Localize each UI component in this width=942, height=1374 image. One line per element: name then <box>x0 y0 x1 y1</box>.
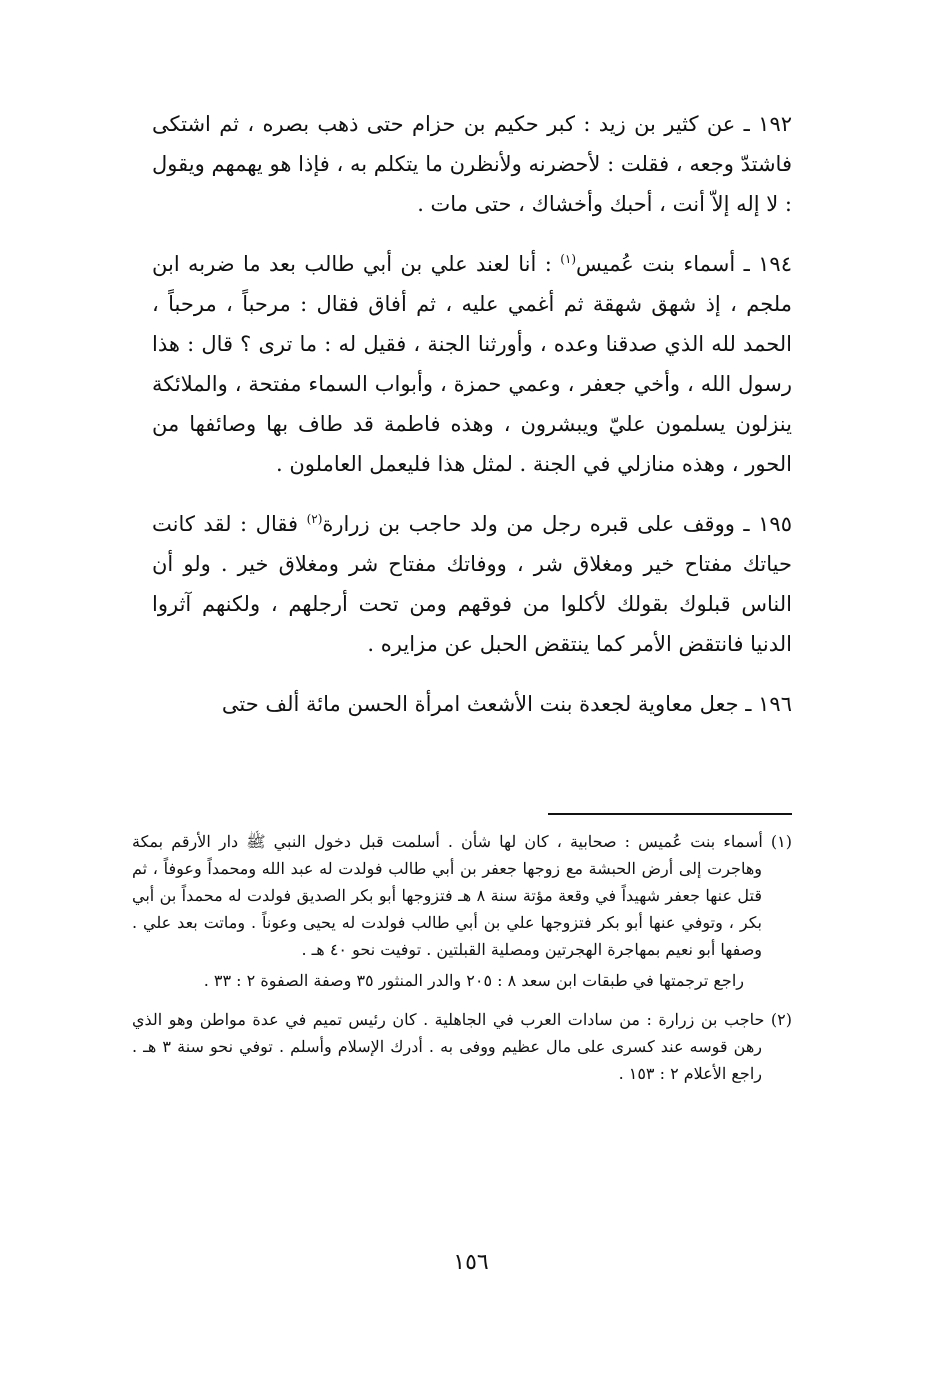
paragraph-text: ـ جعل معاوية لجعدة بنت الأشعث امرأة الحسن مائة ألف حتى <box>221 692 752 716</box>
footnote-ref-2[interactable]: (٢) <box>306 512 323 526</box>
footnotes <box>132 828 792 1097</box>
paragraph-text: ـ ووقف على قبره رجل من ولد حاجب بن زرارة <box>322 512 750 536</box>
paragraph-194 <box>152 244 792 484</box>
footnote-1 <box>132 828 792 963</box>
paragraph-text: ـ أسماء بنت عُميس <box>576 252 750 276</box>
footnote-marker: (٢) <box>770 1010 792 1029</box>
paragraph-text: ـ عن كثير بن زيد : كبر حكيم بن حزام حتى ذهب بصره ، ثم اشتكى فاشتدّ وجعه ، فقلت : لأحضرنه ولأنظرن ما يتكلم به ، فإذا هو يهمهم ويقول : لا إله إلاّ أنت ، أحبك وأخشاك ، حتى مات . <box>152 112 792 216</box>
footnote-marker: (١) <box>770 832 793 851</box>
paragraph-number: ١٩٢ <box>758 112 793 136</box>
page-number: ١٥٦ <box>453 1250 489 1275</box>
footnote-2 <box>132 1006 792 1087</box>
paragraph-number: ١٩٥ <box>758 512 792 536</box>
paragraph-195 <box>152 504 792 664</box>
footnote-text: أسماء بنت عُميس : صحابية ، كان لها شأن . أسلمت قبل دخول النبي ﷺ دار الأرقم بمكة وهاجرت إلى أرض الحبشة مع زوجها جعفر بن أبي طالب فولدت له عبد الله ومحمداً وعوفاً ، ثم قتل عنها جعفر شهيداً في وقعة مؤتة سنة ٨ هـ فتزوجها أبو بكر الصديق فولدت له محمداً بن أبي بكر ، وتوفي عنها أبو بكر فتزوجها علي بن أبي طالب فولدت له يحيى وعوناً . وماتت بعد علي . وصفها أبو نعيم بمهاجرة الهجرتين ومصلية القبلتين . توفيت نحو ٤٠ هـ . <box>132 832 763 959</box>
footnote-ref-1[interactable]: (١) <box>560 252 577 266</box>
paragraph-number: ١٩٦ <box>758 692 792 716</box>
paragraph-196 <box>152 684 792 724</box>
paragraph-number: ١٩٤ <box>758 252 792 276</box>
main-text <box>152 104 792 744</box>
footnote-text: حاجب بن زرارة : من سادات العرب في الجاهلية . كان رئيس تميم في عدة مواطن وهو الذي رهن قوسه عند كسرى على مال عظيم ووفى به . أدرك الإسلام وأسلم . توفي نحو سنة ٣ هـ . راجع الأعلام ٢ : ١٥٣ . <box>132 1010 765 1083</box>
paragraph-text-cont: : أنا لعند علي بن أبي طالب بعد ما ضربه ابن ملجم ، إذ شهق شهقة ثم أغمي عليه ، ثم أفاق فقال : مرحباً ، مرحباً ، الحمد لله الذي صدقنا وعده ، وأورثنا الجنة ، فقيل له : ما ترى ؟ قال : هذا رسول الله ، وأخي جعفر ، وعمي حمزة ، وأبواب السماء مفتحة ، والملائكة ينزلون يسلمون عليّ ويبشرون ، وهذه فاطمة قد طاف بها وصائفها من الحور ، وهذه منازلي في الجنة . لمثل هذا فليعمل العاملون . <box>152 252 792 476</box>
footnote-divider <box>548 813 792 815</box>
footnote-1-reference: راجع ترجمتها في طبقات ابن سعد ٨ : ٢٠٥ والدر المنثور ٣٥ وصفة الصفوة ٢ : ٣٣ . <box>203 971 744 990</box>
paragraph-text-cont: فقال : لقد كانت حياتك مفتاح خير ومغلاق شر ، ووفاتك مفتاح شر ومغلاق خير . ولو أن الناس قبلوك بقولك لأكلوا من فوقهم ومن تحت أرجلهم ، ولكنهم آثروا الدنيا فانتقض الأمر كما ينتقض الحبل عن مزايره . <box>152 512 792 656</box>
paragraph-192 <box>152 104 792 224</box>
